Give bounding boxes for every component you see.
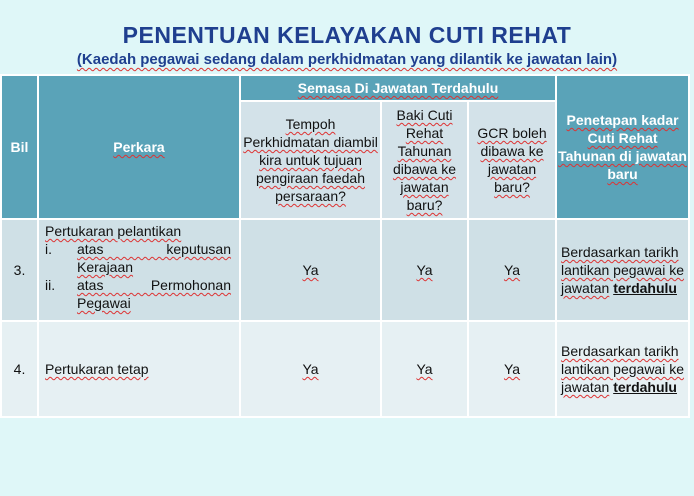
row-gcr-value bbox=[468, 219, 556, 321]
baki-value: Ya bbox=[416, 361, 433, 377]
row-tempoh-value bbox=[240, 219, 381, 321]
perkara-title: Pertukaran tetap bbox=[45, 361, 149, 377]
header-baki-label: Baki Cuti Rehat Tahunan dibawa ke jawatan baru? bbox=[392, 107, 457, 213]
gcr-value: Ya bbox=[503, 262, 521, 278]
row-bil: 3. bbox=[1, 219, 38, 321]
tempoh-value: Ya bbox=[302, 262, 319, 278]
row-perkara bbox=[38, 321, 240, 417]
table-row bbox=[1, 321, 689, 417]
kadar-text: Berdasarkan tarikh lantikan pegawai ke jawatan bbox=[561, 244, 685, 296]
tempoh-value: Ya bbox=[302, 361, 319, 377]
header-gcr-label: GCR boleh dibawa ke jawatan baru? bbox=[477, 125, 547, 195]
perkara-list bbox=[45, 240, 231, 312]
page-subtitle: (Kaedah pegawai sedang dalam perkhidmatan yang dilantik ke jawatan lain) bbox=[76, 51, 618, 68]
row-perkara bbox=[38, 219, 240, 321]
header-perkara-label: Perkara bbox=[113, 139, 165, 155]
header-group-label: Semasa Di Jawatan Terdahulu bbox=[297, 80, 499, 96]
header-group bbox=[240, 75, 556, 101]
row-baki-value bbox=[381, 321, 468, 417]
kadar-bold: terdahulu bbox=[613, 280, 677, 296]
kadar-text: Berdasarkan tarikh lantikan pegawai ke jawatan bbox=[561, 343, 685, 395]
list-item-number: ii. bbox=[45, 277, 56, 293]
header-penetapan bbox=[556, 75, 689, 219]
row-bil: 4. bbox=[1, 321, 38, 417]
header-tempoh-label: Tempoh Perkhidmatan diambil kira untuk tujuan pengiraan faedah persaraan? bbox=[243, 116, 378, 204]
row-baki-value bbox=[381, 219, 468, 321]
baki-value: Ya bbox=[416, 262, 433, 278]
list-item bbox=[45, 240, 231, 276]
header-bil: Bil bbox=[1, 75, 38, 219]
gcr-value: Ya bbox=[503, 361, 521, 377]
row-kadar bbox=[556, 219, 689, 321]
list-item-number: i. bbox=[45, 241, 52, 257]
list-item-text: atas Permohonan Pegawai bbox=[77, 277, 231, 311]
eligibility-table bbox=[0, 74, 690, 418]
table-row bbox=[1, 219, 689, 321]
list-item bbox=[45, 276, 231, 312]
header-gcr bbox=[468, 101, 556, 219]
row-gcr-value bbox=[468, 321, 556, 417]
row-kadar bbox=[556, 321, 689, 417]
list-item-text: atas keputusan Kerajaan bbox=[77, 241, 231, 275]
header-perkara bbox=[38, 75, 240, 219]
header-tempoh bbox=[240, 101, 381, 219]
perkara-title: Pertukaran pelantikan bbox=[45, 223, 182, 239]
header-baki bbox=[381, 101, 468, 219]
header-penetapan-label: Penetapan kadar Cuti Rehat Tahunan di jawatan baru bbox=[558, 112, 687, 182]
row-tempoh-value bbox=[240, 321, 381, 417]
page-title: PENENTUAN KELAYAKAN CUTI REHAT bbox=[122, 22, 572, 48]
kadar-bold: terdahulu bbox=[613, 379, 677, 395]
